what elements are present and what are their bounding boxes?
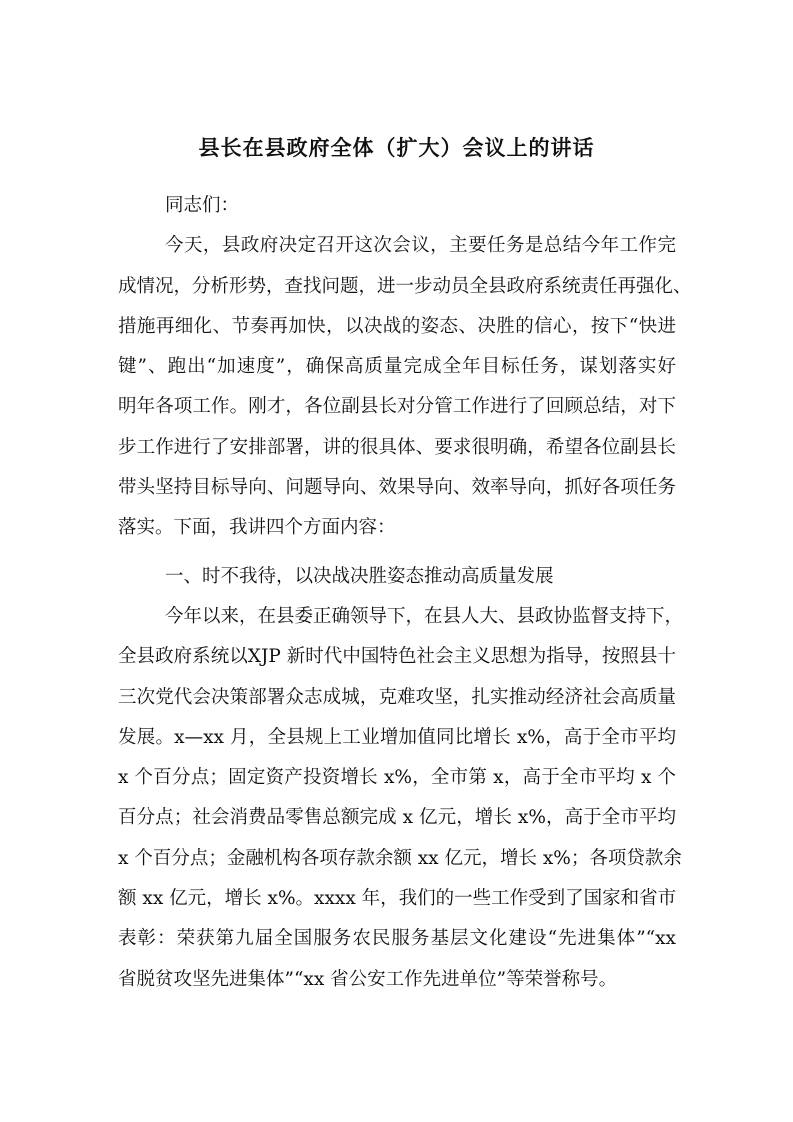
text-line: 落实。下面，我讲四个方面内容： [118,517,396,539]
paragraph [118,597,684,1000]
text-line: x 个百分点；金融机构各项存款余额 xx 亿元，增长 x%；各项贷款余 [118,847,682,869]
text-line: 措施再细化、节奏再加快，以决战的姿态、决胜的信心，按下“快进 [118,315,676,337]
text-line: 省脱贫攻坚先进集体”“xx 省公安工作先进单位”等荣誉称号。 [118,968,618,990]
paragraph [118,186,676,226]
text-line: 同志们： [165,195,240,216]
text-line: 成情况，分析形势，查找问题，进一步动员全县政府系统责任再强化、 [118,275,692,297]
text-line: 今天，县政府决定召开这次会议，主要任务是总结今年工作完 [165,235,676,257]
text-line: 全县政府系统以XJP 新时代中国特色社会主义思想为指导，按照县十 [118,646,676,668]
text-line: 发展。x—xx 月，全县规上工业增加值同比增长 x%，高于全市平均 [118,726,676,748]
text-line: 百分点；社会消费品零售总额完成 x 亿元，增长 x%，高于全市平均 [118,807,676,829]
text-line: 额 xx 亿元，增长 x%。xxxx 年，我们的一些工作受到了国家和省市 [118,888,677,910]
text-line: 三次党代会决策部署众志成城，克难攻坚，扎实推动经济社会高质量 [118,686,676,708]
text-line: 表彰：荣获第九届全国服务农民服务基层文化建设“先进集体”“xx [118,928,676,950]
text-line: 步工作进行了安排部署，讲的很具体、要求很明确，希望各位副县长 [118,436,676,458]
document-title: 县长在县政府全体（扩大）会议上的讲话 [198,136,595,160]
text-line: 键”、跑出“加速度”，确保高质量完成全年目标任务，谋划落实好 [118,356,676,378]
text-line: 明年各项工作。刚才，各位副县长对分管工作进行了回顾总结，对下 [118,396,676,418]
text-line: x 个百分点；固定资产投资增长 x%，全市第 x，高于全市平均 x 个 [118,767,676,789]
text-line: 带头坚持目标导向、问题导向、效果导向、效率导向，抓好各项任务 [118,477,676,499]
section-heading [118,557,676,597]
text-line: 一、时不我待，以决战决胜姿态推动高质量发展 [165,565,554,587]
text-line: 今年以来，在县委正确领导下，在县人大、县政协监督支持下， [165,605,684,627]
paragraph [118,226,692,548]
document-body [118,186,692,1000]
